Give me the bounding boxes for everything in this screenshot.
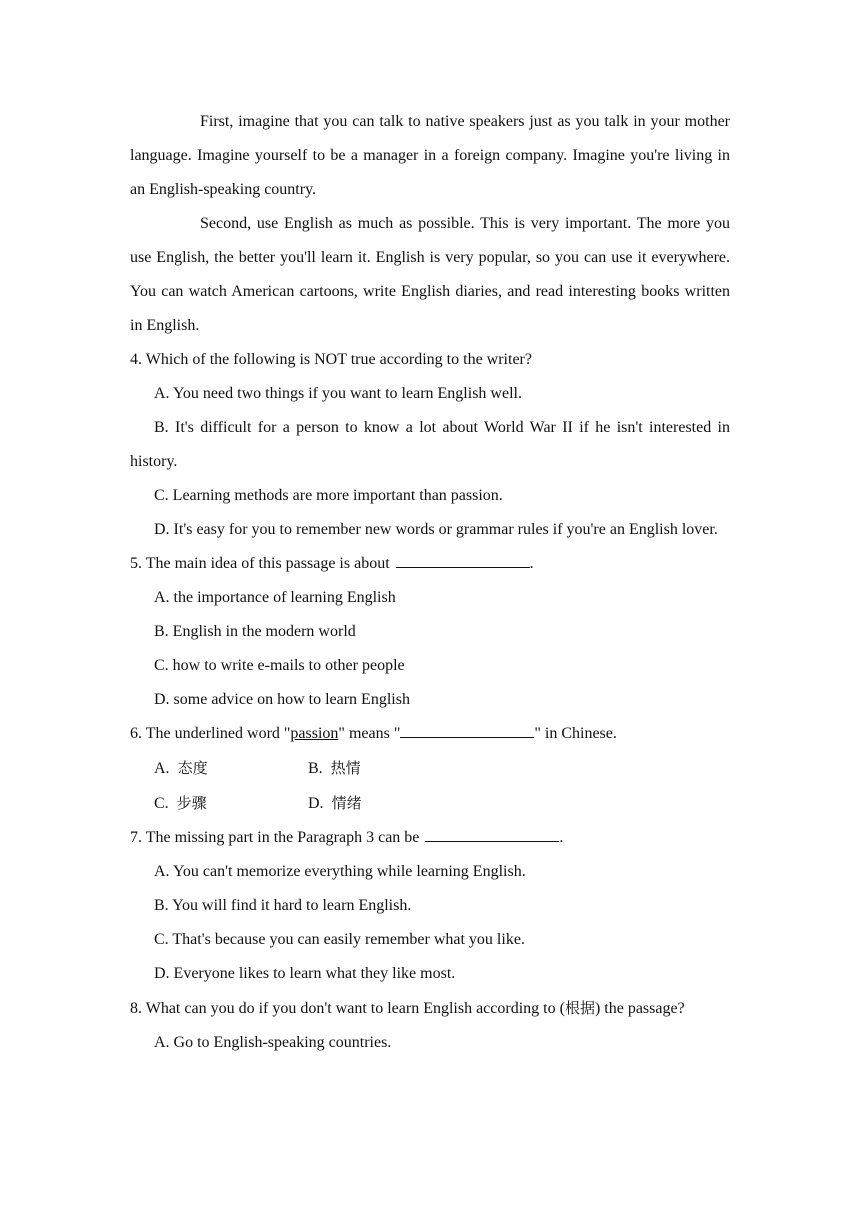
question-4-option-b: B. It's difficult for a person to know a lot about World War II if he isn't interested in history. — [130, 419, 730, 470]
question-6-stem-end: " in Chinese. — [534, 725, 617, 742]
question-5-end: . — [529, 555, 534, 572]
question-8 — [130, 991, 730, 1026]
question-6 — [130, 717, 730, 751]
question-8-option-a: A. Go to English-speaking countries. — [154, 1034, 392, 1051]
question-6-stem-mid: " means " — [338, 725, 401, 742]
passage-paragraph-1: First, imagine that you can talk to native speakers just as you talk in your mother language. Imagine yourself to be a manager in a foreign company. Imagine you're living in an English-speaking country. — [130, 113, 730, 198]
question-8-cjk: 根据 — [564, 999, 595, 1017]
question-5 — [130, 547, 730, 581]
underlined-word: passion — [290, 725, 339, 742]
option-text: 情绪 — [331, 794, 362, 812]
question-5-stem: 5. The main idea of this passage is about — [130, 555, 390, 572]
question-6-stem-start: 6. The underlined word " — [130, 725, 291, 742]
option-label: C. — [154, 795, 169, 812]
option-label: A. — [154, 760, 170, 777]
question-4-option-c: C. Learning methods are more important than passion. — [154, 487, 503, 504]
option-text: 步骤 — [176, 794, 207, 812]
question-6-option-a — [154, 751, 308, 786]
answer-blank — [425, 827, 559, 842]
question-6-options-row-2 — [130, 786, 730, 821]
answer-blank — [400, 723, 534, 738]
question-8-stem-end: ) the passage? — [594, 1000, 685, 1017]
option-label: B. — [308, 760, 323, 777]
question-7 — [130, 821, 730, 855]
answer-blank — [396, 553, 530, 568]
passage-paragraph-2: Second, use English as much as possible. This is very important. The more you use English, the better you'll learn it. English is very popular, so you can use it everywhere. You can watch American cartoons, write English diaries, and read interesting books written in English. — [130, 215, 730, 334]
question-6-option-b — [308, 751, 462, 786]
question-7-end: . — [559, 829, 564, 846]
question-5-option-c: C. how to write e-mails to other people — [154, 657, 405, 674]
document-content — [130, 105, 730, 1060]
question-4-stem: 4. Which of the following is NOT true according to the writer? — [130, 351, 532, 368]
question-6-option-d — [308, 786, 462, 821]
question-7-option-c: C. That's because you can easily remember what you like. — [154, 931, 525, 948]
option-text: 态度 — [177, 759, 208, 777]
option-text: 热情 — [330, 759, 361, 777]
question-7-option-a: A. You can't memorize everything while learning English. — [154, 863, 526, 880]
question-6-options-row-1 — [130, 751, 730, 786]
question-4-option-d: D. It's easy for you to remember new words or grammar rules if you're an English lover. — [154, 521, 718, 538]
question-4-option-a: A. You need two things if you want to learn English well. — [154, 385, 522, 402]
question-5-option-b: B. English in the modern world — [154, 623, 356, 640]
question-7-stem: 7. The missing part in the Paragraph 3 can be — [130, 829, 420, 846]
question-7-option-d: D. Everyone likes to learn what they like most. — [154, 965, 456, 982]
question-7-option-b: B. You will find it hard to learn English. — [154, 897, 412, 914]
question-5-option-a: A. the importance of learning English — [154, 589, 396, 606]
question-5-option-d: D. some advice on how to learn English — [154, 691, 410, 708]
option-label: D. — [308, 795, 324, 812]
question-8-stem-start: 8. What can you do if you don't want to learn English according to ( — [130, 1000, 565, 1017]
question-6-option-c — [154, 786, 308, 821]
